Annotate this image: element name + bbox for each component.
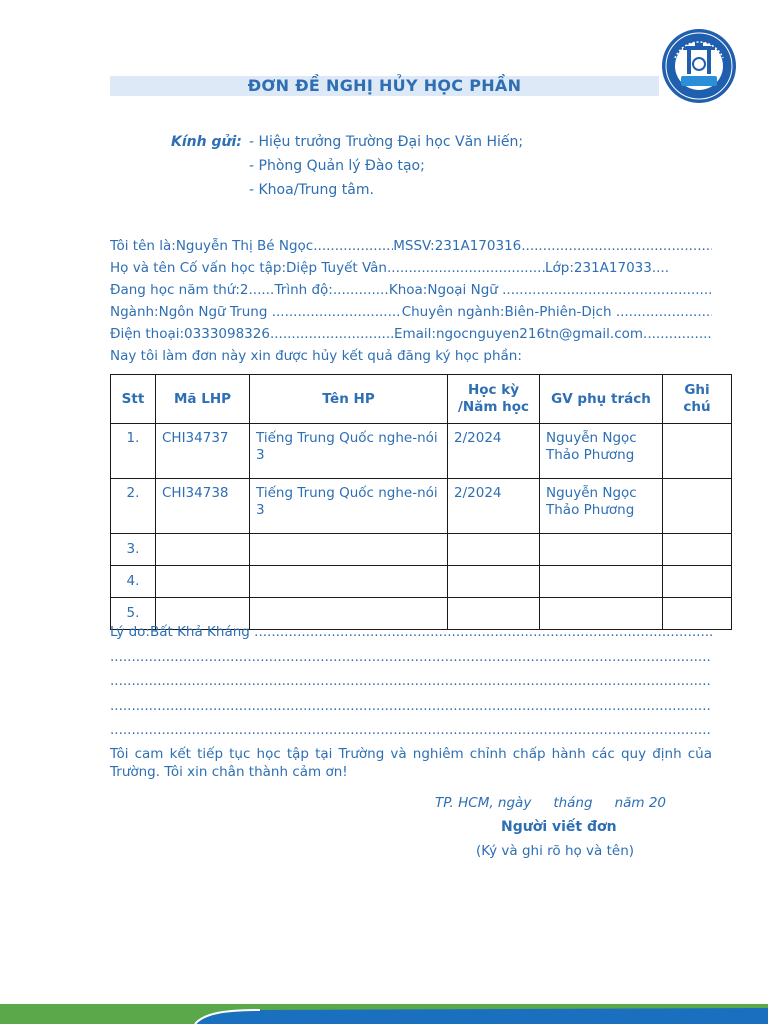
student-name: Nguyễn Thị Bé Ngọc <box>175 238 314 254</box>
phone-value: 0333098326 <box>184 326 270 342</box>
level-label: Trình độ: <box>274 282 333 298</box>
dot-leader <box>270 323 394 345</box>
advisor-name: Diệp Tuyết Vân <box>286 260 387 276</box>
phone-line <box>110 323 712 345</box>
course-table <box>110 374 732 630</box>
document-title: ĐƠN ĐỀ NGHỊ HỦY HỌC PHẦN <box>247 76 522 95</box>
recipient-line: - Khoa/Trung tâm. <box>249 182 374 198</box>
dot-leader <box>643 323 712 345</box>
commitment-text: Tôi cam kết tiếp tục học tập tại Trường và nghiêm chỉnh chấp hành các quy định của Trường. Tôi xin chân thành cảm ơn! <box>110 746 712 780</box>
dot-leader <box>110 672 712 697</box>
faculty-value: Ngoại Ngữ <box>427 282 498 298</box>
cell-lecturer: Nguyễn Ngọc Thảo Phương <box>540 424 663 479</box>
dot-leader <box>110 648 712 673</box>
table-row <box>111 566 732 598</box>
cell-code <box>156 534 250 566</box>
table-row <box>111 424 732 479</box>
cell-note <box>663 479 732 534</box>
cell-code: CHI34737 <box>156 424 250 479</box>
dot-leader <box>254 623 712 648</box>
email-label: Email: <box>393 326 436 342</box>
signer-title: Người viết đơn <box>501 819 617 835</box>
reason-blank-line <box>110 721 712 746</box>
table-row <box>111 479 732 534</box>
header-note <box>663 375 732 424</box>
student-info <box>110 235 712 367</box>
date-month: tháng <box>553 795 593 811</box>
advisor-label: Họ và tên Cố vấn học tập: <box>110 260 287 276</box>
cell-name <box>250 534 448 566</box>
university-seal-icon <box>659 28 739 104</box>
date-place-day: TP. HCM, ngày <box>435 795 532 811</box>
request-line: Nay tôi làm đơn này xin được hủy kết quả đăng ký học phần: <box>110 348 522 364</box>
date-year: năm 20 <box>614 795 667 811</box>
class-label: Lớp: <box>544 260 574 276</box>
class-value: 231A17033 <box>573 260 652 276</box>
dot-leader <box>110 697 712 722</box>
cell-term: 2/2024 <box>448 479 540 534</box>
cell-name: Tiếng Trung Quốc nghe-nói 3 <box>250 479 448 534</box>
dot-leader <box>616 301 712 323</box>
cell-code <box>156 566 250 598</box>
major-value: Ngôn Ngữ Trung <box>158 304 268 320</box>
cell-lecturer: Nguyễn Ngọc Thảo Phương <box>540 479 663 534</box>
cell-stt: 5. <box>111 598 156 630</box>
cell-note <box>663 534 732 566</box>
reason-blank-line <box>110 697 712 722</box>
dot-leader <box>313 235 393 257</box>
header-term <box>448 375 540 424</box>
reason-line <box>110 623 712 648</box>
cell-code: CHI34738 <box>156 479 250 534</box>
dot-leader <box>272 301 402 323</box>
header-term-2: /Năm học <box>458 399 529 415</box>
dot-leader <box>333 279 389 301</box>
year-value: 2 <box>239 282 249 298</box>
header-code: Mã LHP <box>156 375 250 424</box>
header-note-2: chú <box>683 399 711 415</box>
name-label: Tôi tên là: <box>110 238 176 254</box>
cell-stt: 1. <box>111 424 156 479</box>
header-note-1: Ghi <box>684 382 710 398</box>
reason-blank-line <box>110 648 712 673</box>
year-label: Đang học năm thứ: <box>110 282 240 298</box>
cell-lecturer <box>540 566 663 598</box>
name-line <box>110 235 712 257</box>
faculty-label: Khoa: <box>388 282 428 298</box>
dot-leader <box>387 257 545 279</box>
reason-label: Lý do: <box>110 624 150 640</box>
cell-note <box>663 566 732 598</box>
reason-section <box>110 623 712 746</box>
dot-leader <box>521 235 712 257</box>
dot-leader <box>249 279 275 301</box>
cell-term <box>448 534 540 566</box>
header-term-1: Học kỳ <box>467 382 520 398</box>
cell-lecturer <box>540 534 663 566</box>
specialty-value: Biên-Phiên-Dịch <box>504 304 612 320</box>
cell-stt: 2. <box>111 479 156 534</box>
header-stt: Stt <box>111 375 156 424</box>
cell-name: Tiếng Trung Quốc nghe-nói 3 <box>250 424 448 479</box>
recipient-line: - Phòng Quản lý Đào tạo; <box>249 158 425 174</box>
cell-stt: 3. <box>111 534 156 566</box>
mssv-label: MSSV: <box>393 238 435 254</box>
header-lecturer: GV phụ trách <box>540 375 663 424</box>
recipient-line: - Hiệu trưởng Trường Đại học Văn Hiến; <box>249 134 524 150</box>
cell-term <box>448 566 540 598</box>
major-label: Ngành: <box>110 304 159 320</box>
class-trail: .... <box>651 260 670 276</box>
specialty-label: Chuyên ngành: <box>401 304 505 320</box>
dot-leader <box>110 721 712 746</box>
dot-leader <box>502 279 712 301</box>
cell-stt: 4. <box>111 566 156 598</box>
footer-band <box>0 1004 768 1024</box>
student-mssv: 231A170316 <box>434 238 522 254</box>
reason-value: Bất Khả Kháng <box>149 624 250 640</box>
date-line <box>435 795 666 811</box>
table-header-row <box>111 375 732 424</box>
cell-note <box>663 424 732 479</box>
cell-term: 2/2024 <box>448 424 540 479</box>
major-line <box>110 301 712 323</box>
signature-note: (Ký và ghi rõ họ và tên) <box>476 843 635 859</box>
year-line <box>110 279 712 301</box>
header-name: Tên HP <box>250 375 448 424</box>
phone-label: Điện thoại: <box>110 326 185 342</box>
reason-blank-line <box>110 672 712 697</box>
table-row <box>111 534 732 566</box>
email-value: ngocnguyen216tn@gmail.com <box>435 326 644 342</box>
cell-name <box>250 566 448 598</box>
advisor-line <box>110 257 712 279</box>
recipients-label: Kính gửi: <box>171 134 242 150</box>
